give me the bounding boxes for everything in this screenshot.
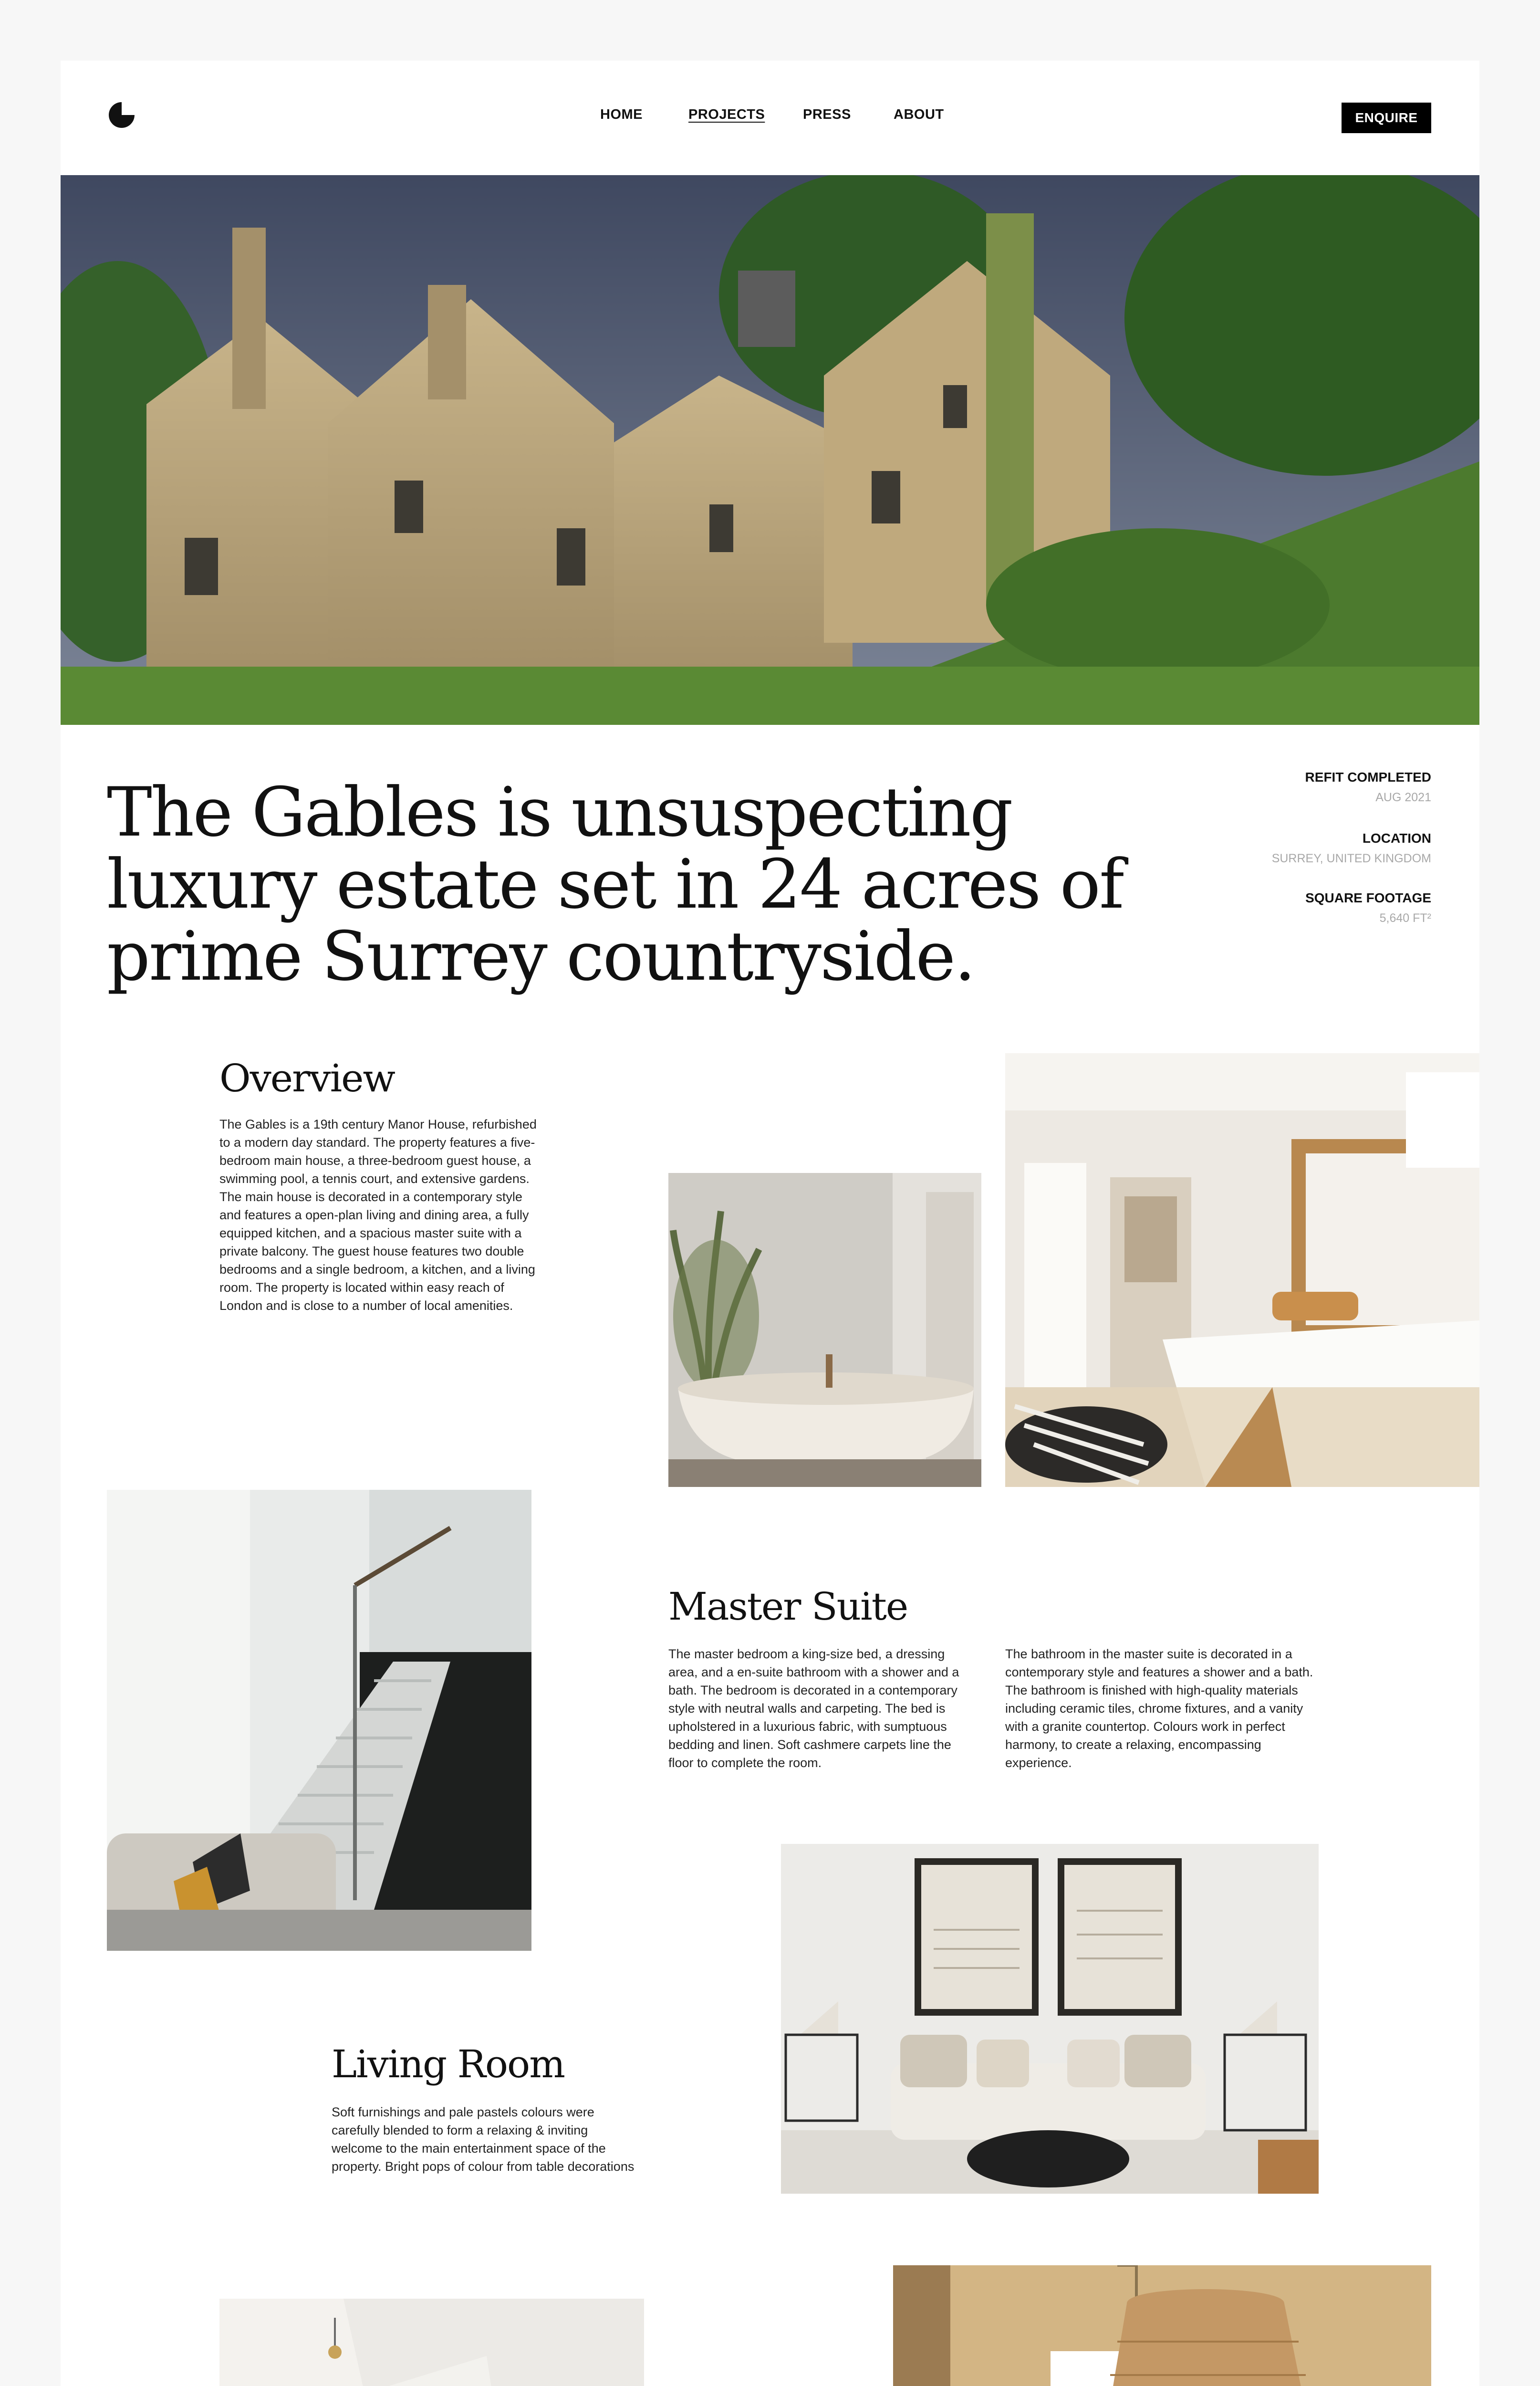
staircase-photo bbox=[107, 1490, 531, 1951]
meta-refit-label: REFIT COMPLETED bbox=[1305, 770, 1431, 785]
master-suite-text-right: The bathroom in the master suite is decorated in a contemporary style and features a shower and a bath. The bathroom is finished with high-quality materials including ceramic tiles, chrome fixtures, and a vanity with a granite countertop. Colours work in perfect harmony, to create a relaxing, encompassing experience. bbox=[1005, 1647, 1313, 1770]
hero-image-manor-house bbox=[61, 175, 1479, 725]
living-room-photo bbox=[781, 1844, 1319, 2194]
nav-press[interactable]: PRESS bbox=[803, 107, 851, 122]
meta-footage-label: SQUARE FOOTAGE bbox=[1305, 890, 1431, 905]
overview-heading: Overview bbox=[219, 1056, 395, 1100]
project-title: The Gables is unsuspecting luxury estate set in 24 acres of prime Surrey countryside. bbox=[107, 773, 1123, 996]
enquire-button[interactable]: ENQUIRE bbox=[1342, 103, 1431, 133]
bedroom-photo bbox=[1005, 1053, 1479, 1487]
living-room-text: Soft furnishings and pale pastels colours were carefully blended to form a relaxing & inviting welcome to the main entertainment space of the property. Bright pops of colour from table decorations bbox=[332, 2105, 635, 2174]
kitchen-island-photo bbox=[893, 2265, 1431, 2386]
meta-footage-value: 5,640 FT² bbox=[1379, 911, 1431, 925]
bathtub-photo bbox=[668, 1173, 981, 1487]
living-room-heading: Living Room bbox=[332, 2042, 565, 2086]
page-card bbox=[61, 61, 1479, 2386]
meta-location-label: LOCATION bbox=[1362, 831, 1431, 846]
master-suite-text-left: The master bedroom a king-size bed, a dressing area, and a en-suite bathroom with a shower and a bath. The bedroom is decorated in a contemporary style with neutral walls and carpeting. The bed is upholstered in a luxurious fabric, with sumptuous bedding and linen. Soft cashmere carpets line the floor to complete the room. bbox=[668, 1647, 959, 1770]
console-table-photo bbox=[219, 2299, 644, 2386]
master-suite-heading: Master Suite bbox=[668, 1584, 908, 1629]
nav-about[interactable]: ABOUT bbox=[894, 107, 944, 122]
nav-home[interactable]: HOME bbox=[600, 107, 643, 122]
overview-text: The Gables is a 19th century Manor House, refurbished to a modern day standard. The property features a five-bedroom main house, a three-bedroom guest house, a swimming pool, a tennis court, and extensive gardens. The main house is decorated in a contemporary style and features a open-plan living and dining area, a fully equipped kitchen, and a spacious master suite with a private balcony. The guest house features two double bedrooms and a single bedroom, a kitchen, and a living room. The property is located within easy reach of London and is close to a number of local amenities. bbox=[219, 1117, 537, 1313]
nav-projects[interactable]: PROJECTS bbox=[688, 107, 765, 122]
meta-location-value: SURREY, UNITED KINGDOM bbox=[1271, 852, 1431, 865]
c-logo-icon[interactable] bbox=[107, 100, 136, 130]
meta-refit-value: AUG 2021 bbox=[1375, 791, 1431, 804]
